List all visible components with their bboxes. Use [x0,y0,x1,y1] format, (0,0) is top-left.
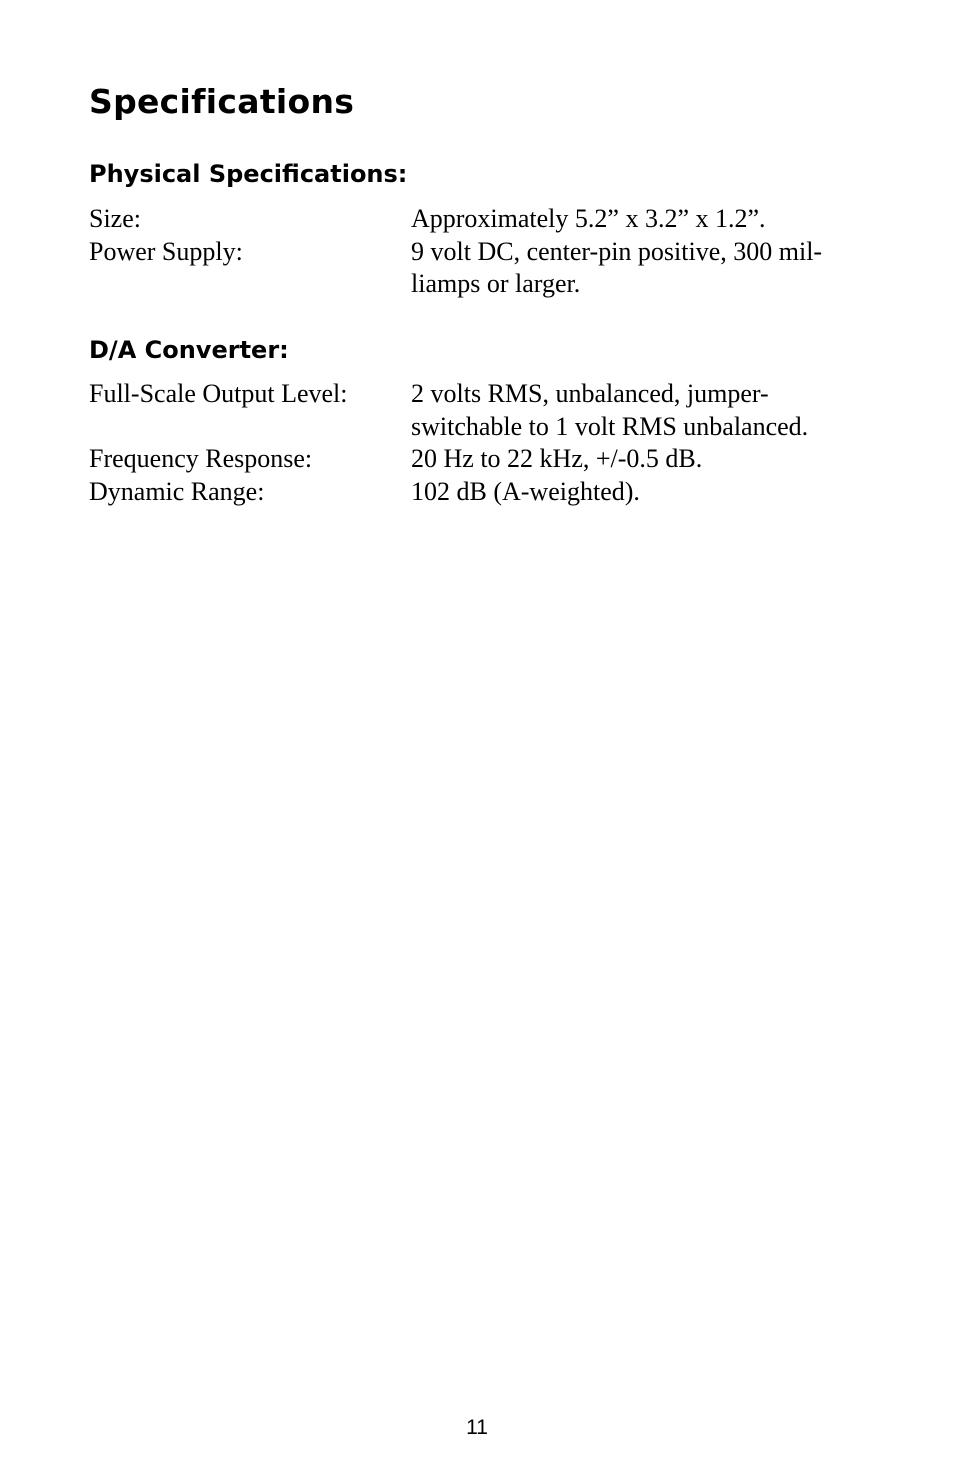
physical-specifications-list [89,203,879,301]
spec-label: Frequency Response: [89,444,313,473]
spec-value: 102 dB (A-weighted). [411,476,640,506]
spec-value: 2 volts RMS, unbalanced, jumper- switchable to 1 volt RMS unbalanced. [411,379,809,441]
spec-value: Approximately 5.2” x 3.2” x 1.2”. [411,204,766,233]
physical-specifications-heading: Physical Specifications: [89,160,408,188]
spec-value: 9 volt DC, center-pin positive, 300 mil- liamps or larger. [411,236,823,298]
da-converter-list [89,378,879,508]
spec-label: Full-Scale Output Level: [89,379,348,408]
spec-label: Dynamic Range: [89,476,265,506]
spec-label: Size: [89,204,141,233]
page-number: 11 [466,1416,488,1439]
spec-row-frequency-response [89,443,879,476]
spec-label: Power Supply: [89,236,243,266]
spec-row-size [89,203,879,236]
spec-row-dynamic-range [89,476,879,509]
spec-row-full-scale-output-level [89,378,879,443]
spec-row-power-supply [89,236,879,301]
da-converter-heading: D/A Converter: [89,336,289,364]
page-title: Specifications [89,82,355,121]
spec-value: 20 Hz to 22 kHz, +/-0.5 dB. [411,444,703,473]
